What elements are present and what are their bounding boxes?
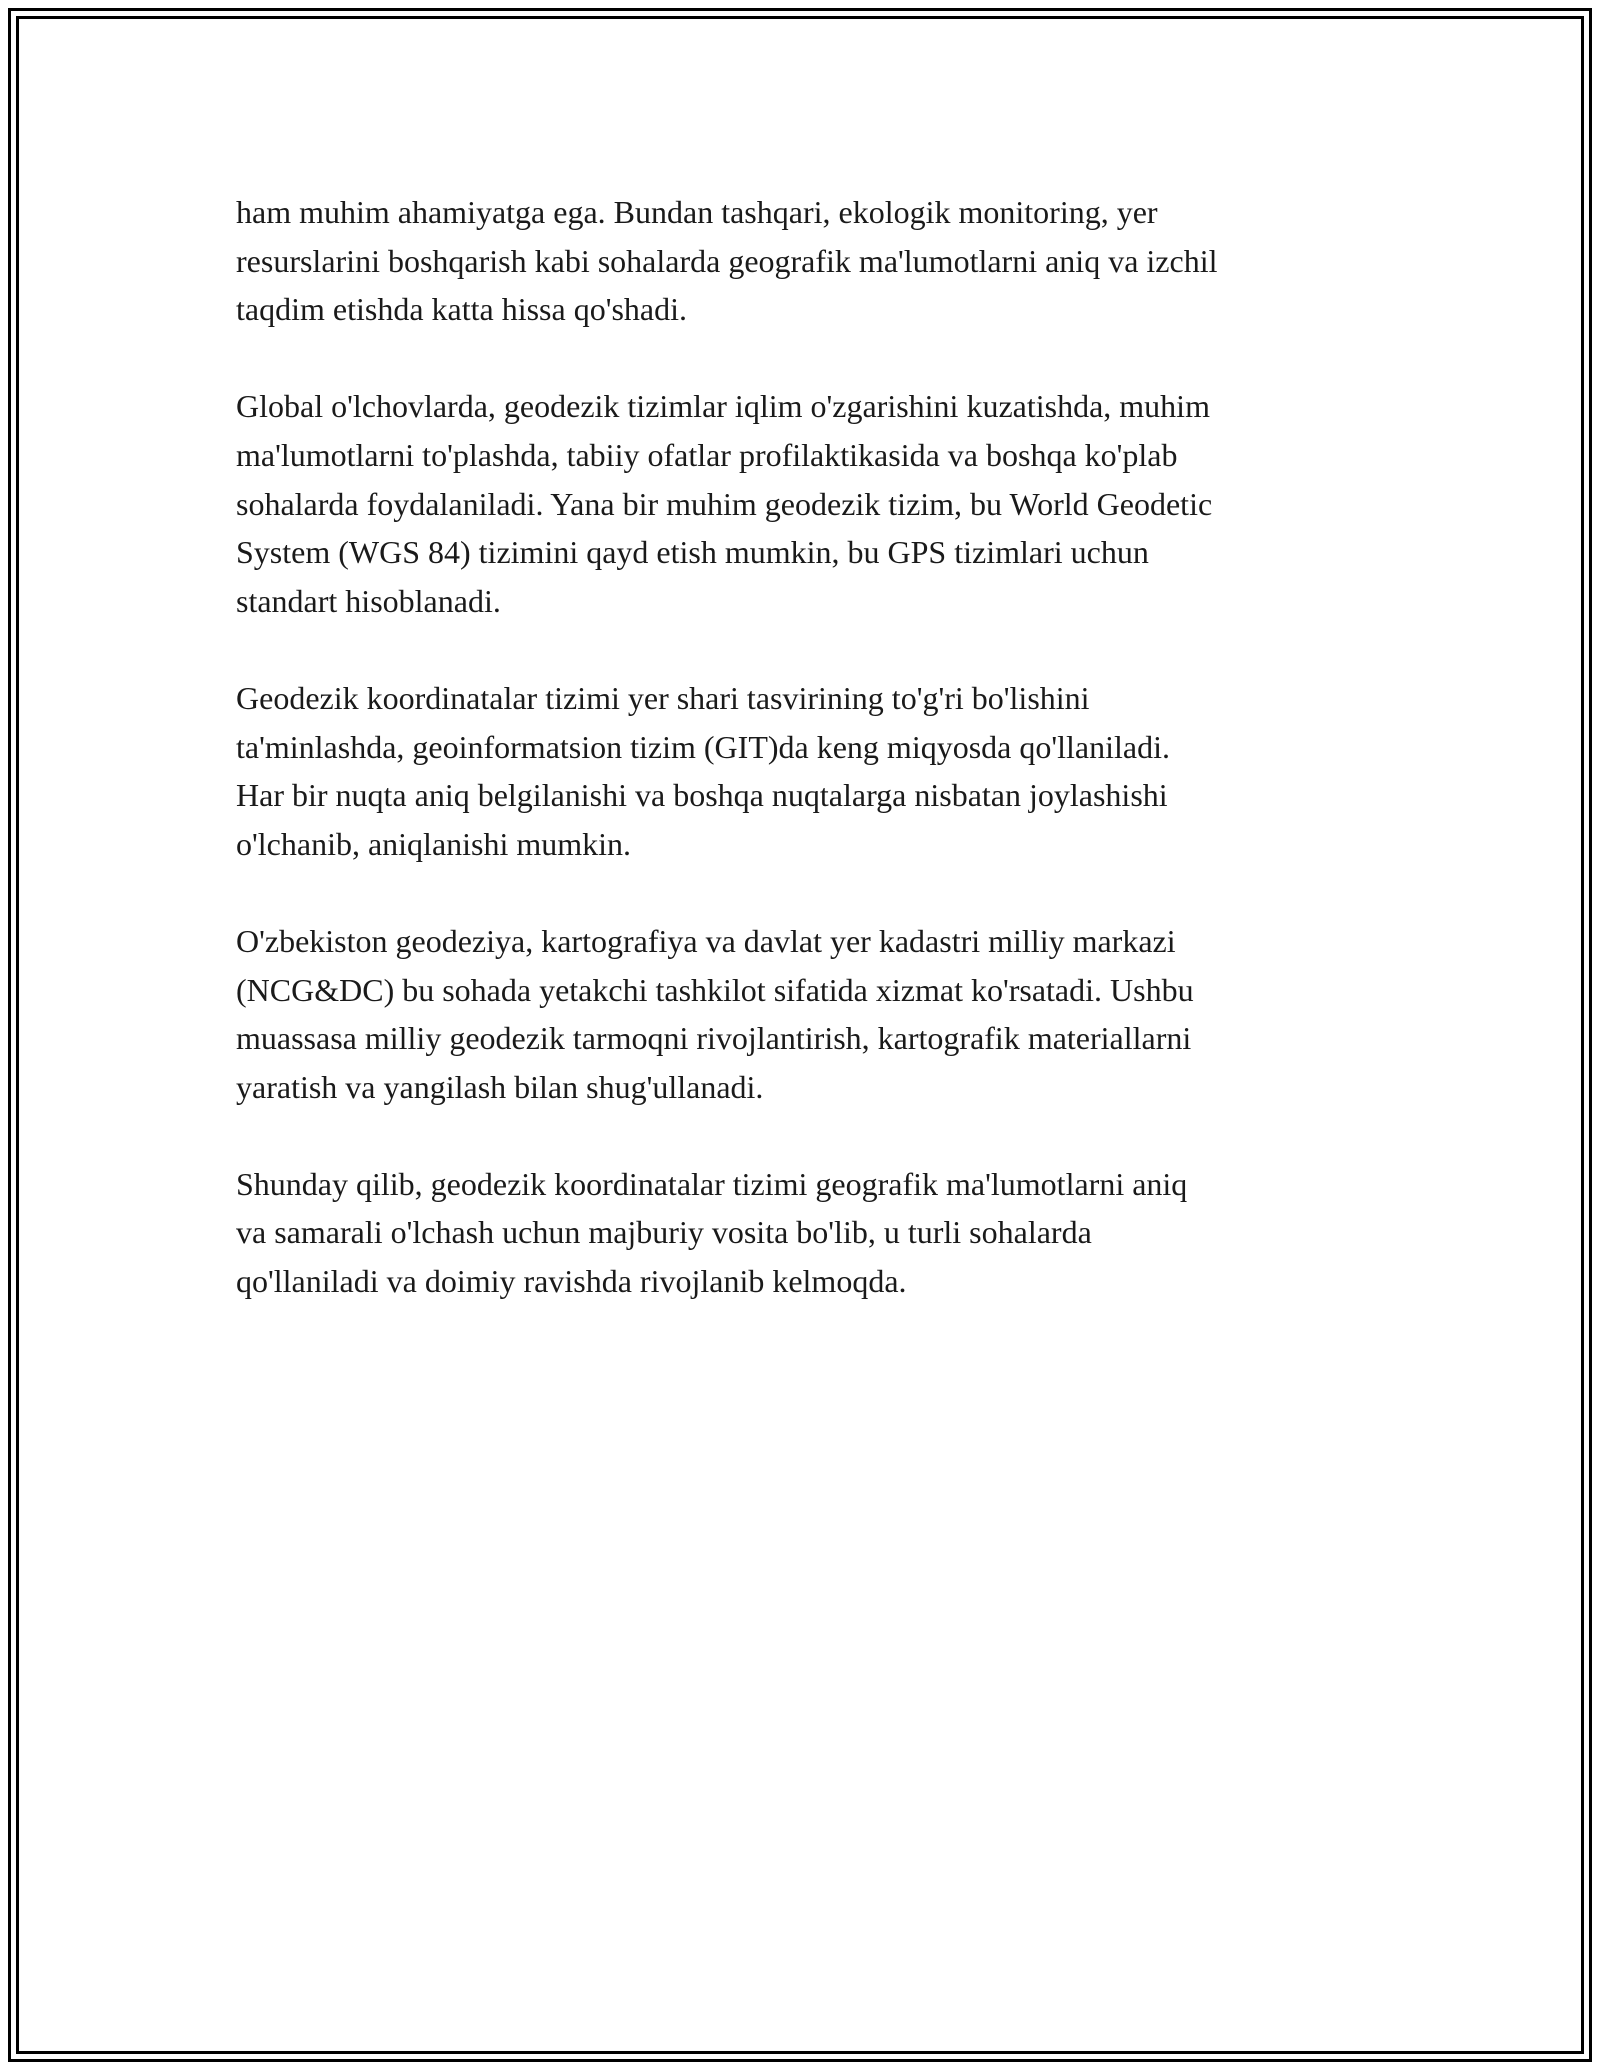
text-line: System (WGS 84) tizimini qayd etish mumkin, bu GPS tizimlari uchun	[236, 534, 1149, 571]
text-line: standart hisoblanadi.	[236, 582, 501, 619]
text-line: Shunday qilib, geodezik koordinatalar tizimi geografik ma'lumotlarni aniq	[236, 1165, 1188, 1202]
paragraph-coordinate-system	[236, 674, 1386, 868]
document-body	[236, 188, 1386, 1354]
text-line: va samarali o'lchash uchun majburiy vosita bo'lib, u turli sohalarda	[236, 1214, 1092, 1251]
paragraph-global-measurements	[236, 382, 1386, 625]
text-line: ham muhim ahamiyatga ega. Bundan tashqari, ekologik monitoring, yer	[236, 194, 1158, 230]
text-line: yaratish va yangilash bilan shug'ullanadi.	[236, 1068, 764, 1105]
text-line: Geodezik koordinatalar tizimi yer shari tasvirining to'g'ri bo'lishini	[236, 679, 1090, 716]
text-line: qo'llaniladi va doimiy ravishda rivojlanib kelmoqda.	[236, 1263, 907, 1300]
text-line: o'lchanib, aniqlanishi mumkin.	[236, 825, 632, 862]
paragraph-national-center	[236, 917, 1386, 1111]
text-line: sohalarda foydalaniladi. Yana bir muhim geodezik tizim, bu World Geodetic	[236, 485, 1213, 522]
text-line: O'zbekiston geodeziya, kartografiya va davlat yer kadastri milliy markazi	[236, 922, 1176, 959]
text-line: ta'minlashda, geoinformatsion tizim (GIT)da keng miqyosda qo'llaniladi.	[236, 728, 1170, 765]
text-line: (NCG&DC) bu sohada yetakchi tashkilot sifatida xizmat ko'rsatadi. Ushbu	[236, 971, 1194, 1008]
text-line: Global o'lchovlarda, geodezik tizimlar iqlim o'zgarishini kuzatishda, muhim	[236, 388, 1210, 425]
text-line: taqdim etishda katta hissa qo'shadi.	[236, 291, 688, 328]
text-line: resurslarini boshqarish kabi sohalarda geografik ma'lumotlarni aniq va izchil	[236, 242, 1218, 279]
text-line: Har bir nuqta aniq belgilanishi va boshqa nuqtalarga nisbatan joylashishi	[236, 777, 1168, 814]
text-line: ma'lumotlarni to'plashda, tabiiy ofatlar profilaktikasida va boshqa ko'plab	[236, 436, 1178, 473]
paragraph-environmental-uses	[236, 188, 1386, 334]
text-line: muassasa milliy geodezik tarmoqni rivojlantirish, kartografik materiallarni	[236, 1020, 1192, 1057]
paragraph-conclusion	[236, 1160, 1386, 1306]
